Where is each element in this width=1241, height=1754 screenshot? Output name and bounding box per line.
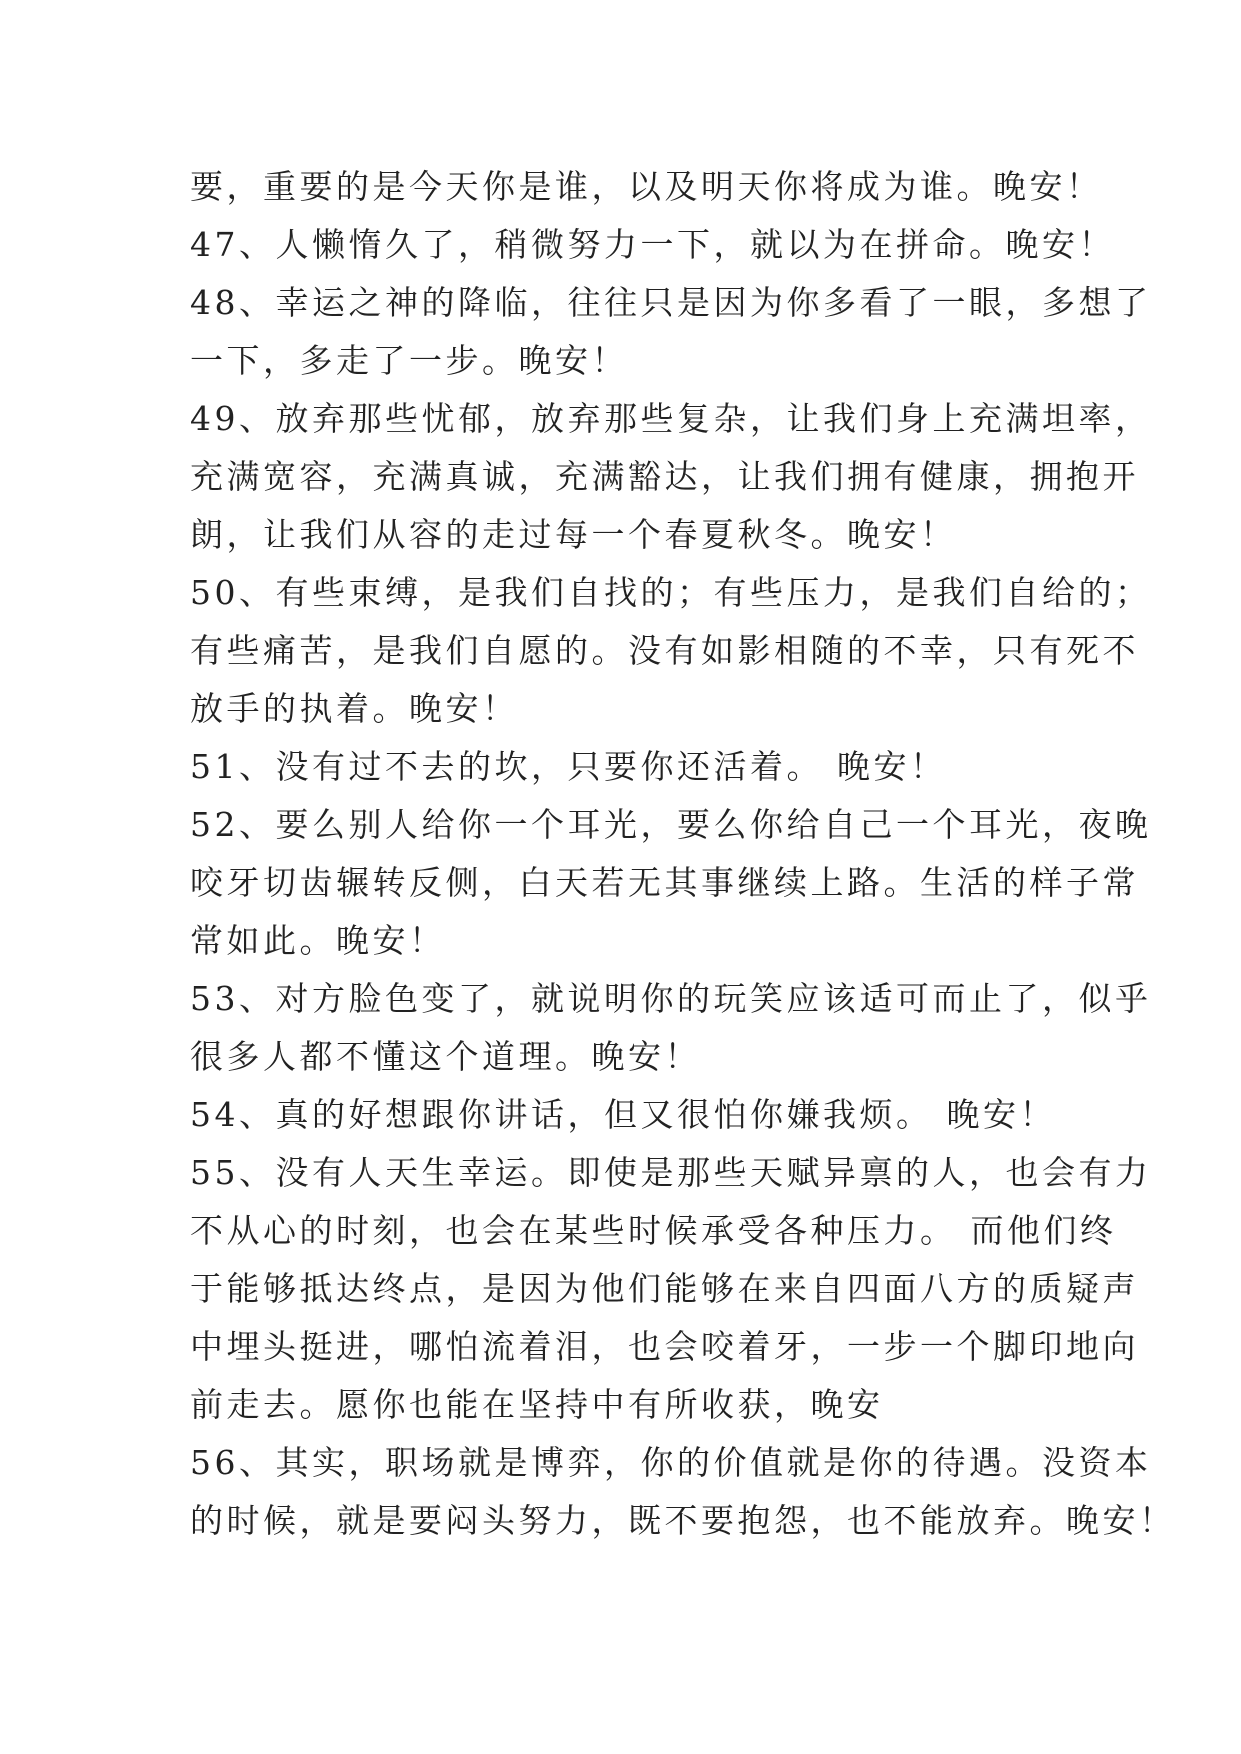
text-line: 中埋头挺进，哪怕流着泪，也会咬着牙，一步一个脚印地向: [190, 1327, 1139, 1366]
text-line: 前走去。愿你也能在坚持中有所收获，晚安: [190, 1385, 884, 1424]
text-line: 54、真的好想跟你讲话，但又很怕你嫌我烦。 晚安！: [190, 1095, 1056, 1134]
text-line: 50、有些束缚，是我们自找的；有些压力，是我们自给的；: [190, 573, 1152, 612]
text-line: 52、要么别人给你一个耳光，要么你给自己一个耳光，夜晚: [190, 805, 1152, 844]
text-line: 56、其实，职场就是博弈，你的价值就是你的待遇。没资本: [190, 1443, 1152, 1482]
text-line: 一下，多走了一步。晚安！: [190, 341, 628, 380]
text-line: 不从心的时刻，也会在某些时候承受各种压力。 而他们终: [190, 1211, 1117, 1250]
quote-text-block: [190, 158, 1176, 1550]
text-line: 55、没有人天生幸运。即使是那些天赋异禀的人，也会有力: [190, 1153, 1152, 1192]
text-line: 朗，让我们从容的走过每一个春夏秋冬。晚安！: [190, 515, 957, 554]
text-line: 48、幸运之神的降临，往往只是因为你多看了一眼，多想了: [190, 283, 1152, 322]
text-line: 要，重要的是今天你是谁，以及明天你将成为谁。晚安！: [190, 167, 1103, 206]
text-line: 有些痛苦，是我们自愿的。没有如影相随的不幸，只有死不: [190, 631, 1139, 670]
text-line: 于能够抵达终点，是因为他们能够在来自四面八方的质疑声: [190, 1269, 1139, 1308]
text-line: 常如此。晚安！: [190, 921, 446, 960]
text-line: 53、对方脸色变了，就说明你的玩笑应该适可而止了，似乎: [190, 979, 1152, 1018]
text-line: 的时候，就是要闷头努力，既不要抱怨，也不能放弃。晚安！: [190, 1501, 1176, 1540]
text-line: 充满宽容，充满真诚，充满豁达，让我们拥有健康，拥抱开: [190, 457, 1139, 496]
text-line: 47、人懒惰久了，稍微努力一下，就以为在拼命。晚安！: [190, 225, 1115, 264]
text-line: 放手的执着。晚安！: [190, 689, 519, 728]
text-line: 51、没有过不去的坎，只要你还活着。 晚安！: [190, 747, 947, 786]
text-line: 咬牙切齿辗转反侧，白天若无其事继续上路。生活的样子常: [190, 863, 1139, 902]
text-line: 很多人都不懂这个道理。晚安！: [190, 1037, 701, 1076]
text-line: 49、放弃那些忧郁，放弃那些复杂，让我们身上充满坦率，: [190, 399, 1152, 438]
